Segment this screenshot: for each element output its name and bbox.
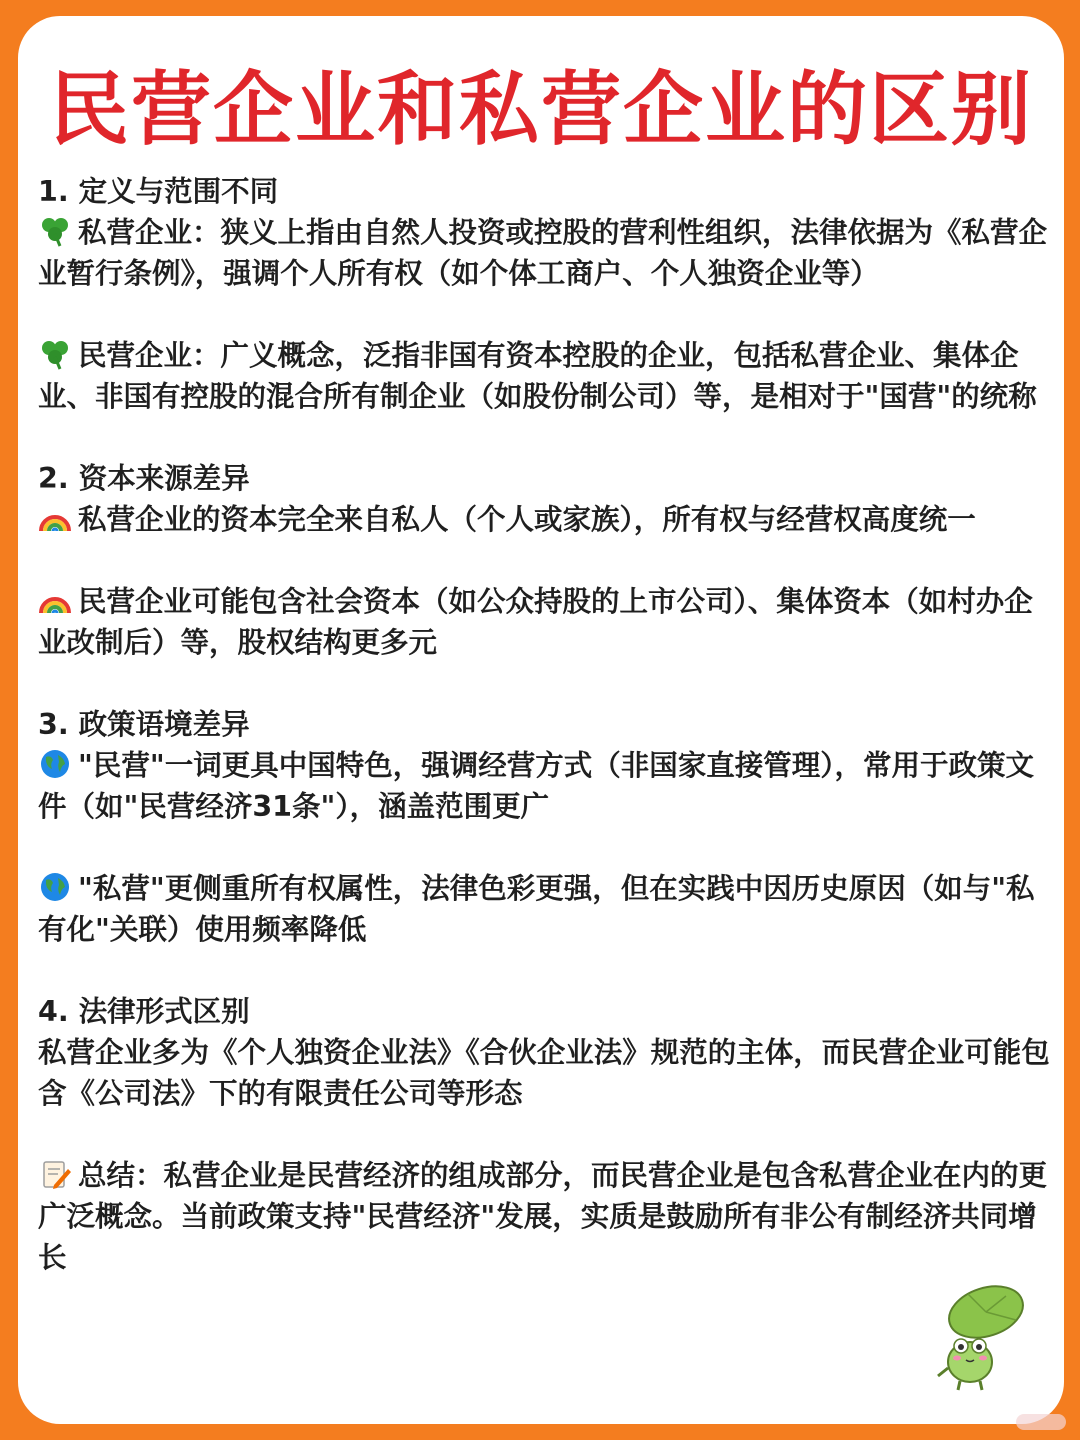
content-card — [18, 16, 1064, 1424]
section-item: 私营企业的资本完全来自私人（个人或家族），所有权与经营权高度统一 — [38, 499, 1053, 540]
section-heading-3: 3. 政策语境差异 — [38, 708, 250, 741]
rainbow-icon — [38, 583, 72, 617]
section-item: 民营企业：广义概念，泛指非国有资本控股的企业，包括私营企业、集体企业、非国有控股的混合所有制企业（如股份制公司）等，是相对于"国营"的统称 — [38, 339, 1037, 413]
rainbow-icon — [38, 501, 72, 535]
section-item: 私营企业：狭义上指由自然人投资或控股的营利性组织，法律依据为《私营企业暂行条例》，强调个人所有权（如个体工商户、个人独资企业等） — [38, 216, 1048, 290]
watermark — [1016, 1414, 1066, 1430]
section-heading-2: 2. 资本来源差异 — [38, 462, 250, 495]
section-item: "民营"一词更具中国特色，强调经营方式（非国家直接管理），常用于政策文件（如"民营经济31条"），涵盖范围更广 — [38, 749, 1034, 823]
clover-icon — [38, 337, 72, 371]
globe-icon — [38, 747, 72, 781]
article-body — [38, 171, 1053, 1278]
section-item: 民营企业可能包含社会资本（如公众持股的上市公司）、集体资本（如村办企业改制后）等，股权结构更多元 — [38, 585, 1033, 659]
section-heading-1: 1. 定义与范围不同 — [38, 175, 279, 208]
summary: 总结：私营企业是民营经济的组成部分，而民营企业是包含私营企业在内的更广泛概念。当前政策支持"民营经济"发展，实质是鼓励所有非公有制经济共同增长 — [38, 1159, 1048, 1274]
section-heading-4: 4. 法律形式区别 — [38, 995, 250, 1028]
clover-icon — [38, 214, 72, 248]
memo-icon — [38, 1157, 72, 1191]
section-item: "私营"更侧重所有权属性，法律色彩更强，但在实践中因历史原因（如与"私有化"关联）使用频率降低 — [38, 872, 1035, 946]
page-title: 民营企业和私营企业的区别 — [49, 63, 1033, 156]
frog-sticker-icon — [928, 1284, 1028, 1394]
section-body: 私营企业多为《个人独资企业法》《合伙企业法》规范的主体，而民营企业可能包含《公司法》下的有限责任公司等形态 — [38, 1036, 1050, 1110]
globe-icon — [38, 870, 72, 904]
